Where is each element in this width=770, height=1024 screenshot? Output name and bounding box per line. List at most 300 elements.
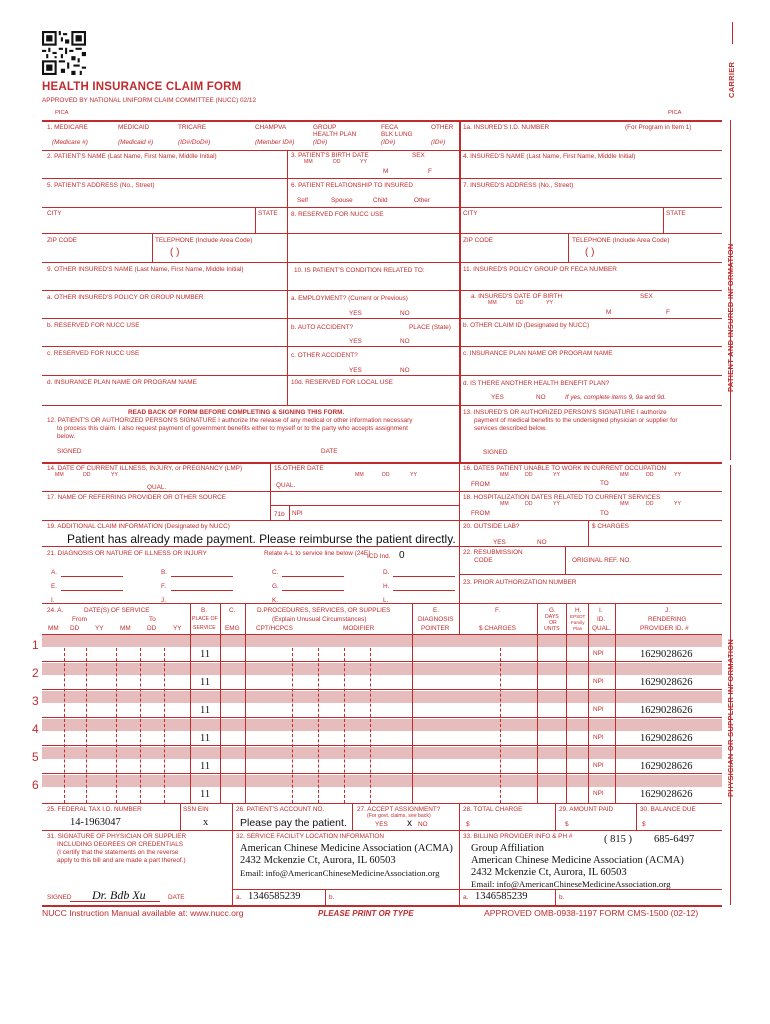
rule — [42, 491, 722, 492]
b24e-3: POINTER — [421, 625, 450, 632]
b31-2: INCLUDING DEGREES OR CREDENTIALS — [57, 841, 184, 848]
b16-yy2: YY — [674, 472, 681, 478]
b24j-2: RENDERING — [648, 616, 687, 623]
dx-f: F. — [161, 583, 166, 590]
b18-yy: YY — [553, 501, 560, 507]
b25-ssn: SSN EIN — [183, 806, 209, 813]
rule-v — [537, 603, 538, 803]
rule-v — [318, 648, 319, 803]
b31-4: apply to this bill and are made a part thereof.) — [57, 857, 186, 864]
b18-dd2: DD — [646, 501, 654, 507]
b1-feca-id: (ID#) — [381, 139, 396, 146]
service-units[interactable]: 11 — [200, 789, 211, 800]
rule-v — [220, 603, 221, 803]
rule — [42, 803, 722, 804]
dx-line — [393, 603, 455, 604]
b24f-label: F. — [495, 607, 500, 614]
b16-dd: DD — [525, 472, 533, 478]
rule-v — [352, 803, 353, 830]
billing-line1[interactable]: Group Affiliation — [471, 843, 545, 854]
dx-e: E. — [51, 583, 58, 590]
b20-no[interactable]: NO — [537, 539, 547, 546]
row-number-2: 2 — [32, 666, 39, 680]
b8-label: 8. RESERVED FOR NUCC USE — [291, 211, 384, 218]
b14-dd: DD — [83, 472, 91, 478]
carrier-label: CARRIER — [727, 61, 736, 98]
b21-label: 21. DIAGNOSIS OR NATURE OF ILLNESS OR INJURY — [47, 550, 207, 557]
dx-line — [393, 576, 455, 577]
b24d-2: (Explain Unusual Circumstances) — [272, 616, 367, 623]
dx-j: J. — [161, 597, 166, 604]
b1-feca[interactable]: FECA — [381, 124, 399, 131]
service-npi[interactable]: 1629028626 — [640, 705, 693, 716]
rule — [42, 661, 722, 662]
b13-label: 13. INSURED'S OR AUTHORIZED PERSON'S SIGNATURE I authorize — [463, 409, 667, 416]
b24g-label: G. — [549, 607, 556, 614]
billing-line2[interactable]: American Chinese Medicine Association (ACMA) — [471, 855, 684, 866]
b12-line3: below. — [57, 433, 76, 440]
service-npi-label: NPI — [593, 678, 604, 685]
b24d-4: MODIFIER — [343, 625, 375, 632]
physician-section-label: PHYSICIAN OR SUPPLIER INFORMATION — [726, 638, 735, 797]
rule — [42, 830, 722, 831]
billing-line3[interactable]: 2432 Mckenzie Ct, Aurora, IL 60503 — [471, 867, 627, 878]
b29-dollar: $ — [565, 821, 569, 828]
b31-3: (I certify that the statements on the reverse — [57, 849, 179, 856]
service-line-shade-5 — [42, 747, 722, 759]
b24i-2: ID. — [597, 616, 606, 623]
b18-to: TO — [600, 510, 609, 517]
dx-l: L. — [383, 597, 389, 604]
b28-label: 28. TOTAL CHARGE — [463, 806, 523, 813]
b24i-3: QUAL. — [592, 625, 612, 632]
b3-yy: YY — [360, 159, 367, 165]
service-npi[interactable]: 1629028626 — [640, 649, 693, 660]
b24g-4: UNITS — [544, 626, 560, 632]
rule-v — [116, 648, 117, 803]
b13-line2: payment of medical benefits to the undersigned physician or supplier for — [474, 417, 678, 424]
b1-group-id: (ID#) — [313, 139, 328, 146]
b3-f[interactable]: F — [428, 168, 432, 175]
b32b-label: b. — [329, 894, 335, 901]
footer-right: APPROVED OMB-0938-1197 FORM CMS-1500 (02-12) — [484, 908, 699, 918]
dx-line — [171, 576, 233, 577]
service-line-shade-2 — [42, 663, 722, 675]
rule — [42, 375, 722, 376]
b17b-label: 71b — [274, 511, 285, 518]
b2-label: 2. PATIENT'S NAME (Last Name, First Name, Middle Initial) — [47, 153, 217, 160]
b31-signed: SIGNED — [47, 894, 72, 901]
b22-label: 22. RESUBMISSION — [463, 549, 523, 556]
rule — [42, 745, 722, 746]
b24h-4: Plan — [573, 626, 583, 631]
b12-label: 12. PATIENT'S OR AUTHORIZED PERSON'S SIGNATURE I authorize the release of any medical or other information necessary — [47, 417, 413, 424]
b12-line2: to process this claim. I also request payment of government benefits either to myself or to the party who accepts assignment — [57, 425, 408, 432]
b18-yy2: YY — [674, 501, 681, 507]
service-units[interactable]: 11 — [200, 677, 211, 688]
rule-v — [344, 648, 345, 803]
b20-label: 20. OUTSIDE LAB? — [463, 523, 520, 530]
facility-npi[interactable]: 1346585239 — [248, 891, 301, 902]
b24j-label: J. — [665, 607, 670, 614]
rule-v — [566, 603, 567, 803]
rule-v — [555, 803, 556, 830]
rule — [42, 689, 722, 690]
b6-self[interactable]: Self — [297, 197, 309, 204]
rule — [42, 233, 722, 234]
b24-mm: MM — [48, 625, 59, 632]
rule — [42, 290, 722, 291]
b27-no[interactable]: NO — [418, 821, 428, 828]
service-npi[interactable]: 1629028626 — [640, 677, 693, 688]
tel-label: TELEPHONE (Include Area Code) — [155, 237, 253, 244]
b24c-emg: EMG — [225, 625, 240, 632]
dx-g: G. — [272, 583, 279, 590]
b1a-note: (For Program in Item 1) — [625, 124, 692, 131]
rule-v — [412, 603, 413, 803]
b3-m[interactable]: M — [383, 168, 389, 175]
rule-v — [459, 120, 461, 462]
b4-label: 4. INSURED'S NAME (Last Name, First Name, Middle Initial) — [463, 153, 636, 160]
rule-v — [555, 889, 556, 905]
dx-line — [393, 590, 455, 591]
b24h-2: EPSDT — [570, 614, 586, 619]
facility-email[interactable]: Email: info@AmericanChineseMedicineAssociation.org — [240, 868, 440, 878]
footer-mid: PLEASE PRINT OR TYPE — [318, 909, 414, 918]
dx-line — [282, 576, 344, 577]
b10c-yes[interactable]: YES — [349, 367, 362, 374]
b32a-label: a. — [236, 894, 242, 901]
b1-champva[interactable]: CHAMPVA — [255, 124, 287, 131]
form-title: HEALTH INSURANCE CLAIM FORM — [42, 81, 242, 93]
b24-dates: DATE(S) OF SERVICE — [84, 607, 150, 614]
b10a-yes[interactable]: YES — [349, 310, 362, 317]
patient-account-no[interactable]: Please pay the patient. — [240, 817, 347, 829]
rule — [42, 603, 722, 604]
b11a-dd: DD — [516, 300, 524, 306]
b16-yy: YY — [553, 472, 560, 478]
b18-dd: DD — [525, 501, 533, 507]
b1-tricare-id: (ID#/DoD#) — [178, 139, 211, 146]
pica-left: PICA — [55, 110, 69, 116]
b10a-no[interactable]: NO — [400, 310, 410, 317]
b9d-label: d. INSURANCE PLAN NAME OR PROGRAM NAME — [47, 379, 197, 386]
physician-signature[interactable]: Dr. Bdb Xu — [92, 888, 146, 902]
b10c-label: c. OTHER ACCIDENT? — [291, 352, 358, 359]
b24b-3: SERVICE — [193, 625, 216, 631]
tel-r-paren: ( ) — [585, 247, 595, 258]
row-number-6: 6 — [32, 778, 39, 792]
b24-dd: DD — [70, 625, 80, 632]
tel-r-label: TELEPHONE (Include Area Code) — [572, 237, 670, 244]
b6-spouse[interactable]: Spouse — [331, 197, 353, 204]
service-line-shade-3 — [42, 691, 722, 703]
b24d-3: CPT/HCPCS — [256, 625, 293, 632]
b1a-label: 1a. INSURED'S I.D. NUMBER — [463, 124, 550, 131]
b27-label: 27. ACCEPT ASSIGNMENT? — [357, 806, 441, 813]
billing-phone-area[interactable]: ( 815 ) — [604, 834, 632, 845]
b24b-label: B. — [201, 607, 208, 614]
b19-label: 19. ADDITIONAL CLAIM INFORMATION (Designated by NUCC) — [47, 523, 230, 530]
rule — [42, 178, 722, 179]
b10-label: 10. IS PATIENT'S CONDITION RELATED TO: — [294, 267, 425, 274]
rule — [42, 150, 722, 151]
dx-h: H. — [383, 583, 390, 590]
b16-from: FROM — [471, 481, 490, 488]
b1-tricare[interactable]: TRICARE — [178, 124, 207, 131]
rule-v — [588, 520, 589, 546]
b15-dd: DD — [382, 472, 390, 478]
read-back: READ BACK OF FORM BEFORE COMPLETING & SIGNING THIS FORM. — [128, 409, 345, 416]
state-r-label: STATE — [666, 210, 686, 217]
b18-mm: MM — [500, 501, 509, 507]
rule — [42, 462, 722, 464]
signature-line — [70, 901, 160, 902]
rule-v — [255, 207, 256, 233]
b20-charges: $ CHARGES — [592, 523, 629, 530]
dx-a: A. — [51, 569, 58, 576]
b9b-label: b. RESERVED FOR NUCC USE — [47, 322, 140, 329]
qr-code — [42, 31, 86, 75]
b15-mm: MM — [355, 472, 364, 478]
rule-v — [190, 603, 191, 803]
rule-v — [180, 803, 181, 830]
b11b-label: b. OTHER CLAIM ID (Designated by NUCC) — [463, 322, 590, 329]
rule — [460, 574, 722, 575]
service-line-shade-6 — [42, 775, 722, 787]
pica-right: PICA — [668, 110, 682, 116]
rule-v — [370, 648, 371, 803]
b3-sex: SEX — [412, 152, 425, 159]
b24-dd2: DD — [147, 625, 157, 632]
facility-address[interactable]: 2432 Mckenzie Ct, Aurora, IL 60503 — [240, 855, 396, 866]
b14-qual: QUAL. — [147, 484, 167, 491]
b3-dd: DD — [333, 159, 341, 165]
row-number-3: 3 — [32, 694, 39, 708]
b3-mm: MM — [304, 159, 313, 165]
rule — [42, 120, 722, 122]
b24j-3: PROVIDER ID. # — [640, 625, 689, 632]
b11a-f[interactable]: F — [666, 309, 670, 316]
b26-label: 26. PATIENT'S ACCOUNT NO. — [236, 806, 325, 813]
b22-code: CODE — [474, 557, 493, 564]
rule — [42, 262, 722, 263]
rule-v — [232, 803, 233, 905]
federal-tax-id[interactable]: 14-1963047 — [70, 817, 121, 828]
dx-line — [61, 576, 123, 577]
b10b-no[interactable]: NO — [400, 338, 410, 345]
rule-v — [140, 648, 141, 803]
service-npi-label: NPI — [593, 762, 604, 769]
b12-signed: SIGNED — [57, 448, 82, 455]
b22-orig: ORIGINAL REF. NO. — [572, 557, 632, 564]
service-units[interactable]: 11 — [200, 761, 211, 772]
dx-line — [171, 603, 233, 604]
b1-medicare-id: (Medicare #) — [52, 139, 88, 146]
b32-label: 32. SERVICE FACILITY LOCATION INFORMATION — [236, 833, 384, 840]
facility-name[interactable]: American Chinese Medicine Association (ACMA) — [240, 843, 453, 854]
city-r-label: CITY — [463, 210, 478, 217]
state-label: STATE — [258, 210, 278, 217]
b17b-npi: NPI — [292, 510, 303, 517]
service-units[interactable]: 11 — [200, 705, 211, 716]
tel-paren: ( ) — [170, 247, 180, 258]
b1-other[interactable]: OTHER — [431, 124, 454, 131]
b11a-yy: YY — [546, 300, 553, 306]
rule — [42, 207, 722, 208]
b24i-label: I. — [599, 607, 603, 614]
b10b-yes[interactable]: YES — [349, 338, 362, 345]
b11a-label: a. INSURED'S DATE OF BIRTH — [471, 293, 563, 300]
b10d-label: 10d. RESERVED FOR LOCAL USE — [291, 379, 393, 386]
row-number-1: 1 — [32, 638, 39, 652]
service-npi-label: NPI — [593, 790, 604, 797]
service-npi-label: NPI — [593, 706, 604, 713]
b11a-mm: MM — [488, 300, 497, 306]
dx-line — [61, 590, 123, 591]
b14-yy: YY — [111, 472, 118, 478]
rule-v — [289, 505, 290, 520]
rule-v — [615, 603, 616, 803]
b11a-sex: SEX — [640, 293, 653, 300]
b27-note: (For govt. claims, see back) — [367, 813, 431, 819]
b31-date: DATE — [168, 894, 185, 901]
dx-k: K. — [272, 597, 279, 604]
side-rule-bottom — [730, 465, 731, 905]
dx-i: I. — [51, 597, 55, 604]
b1-medicaid-id: (Medicaid #) — [118, 139, 154, 146]
b20-yes[interactable]: YES — [493, 539, 506, 546]
service-npi-label: NPI — [593, 734, 604, 741]
b1-other-id: (ID#) — [431, 139, 446, 146]
b10b-place: PLACE (State) — [409, 324, 451, 331]
b30-dollar: $ — [642, 821, 646, 828]
b13-line3: services described below. — [474, 425, 547, 432]
ein-checkbox[interactable]: x — [203, 817, 209, 828]
rule-v — [245, 603, 246, 803]
b12-date: DATE — [321, 448, 338, 455]
service-npi[interactable]: 1629028626 — [640, 761, 693, 772]
billing-phone[interactable]: 685-6497 — [654, 834, 695, 845]
rule-v — [270, 462, 271, 520]
b24h-label: H. — [575, 607, 582, 614]
rule — [42, 546, 722, 547]
service-npi[interactable]: 1629028626 — [640, 789, 693, 800]
service-line-shade-4 — [42, 719, 722, 731]
b16-label: 16. DATES PATIENT UNABLE TO WORK IN CURRENT OCCUPATION — [463, 465, 667, 472]
b11d-yes[interactable]: YES — [491, 394, 504, 401]
rule — [42, 773, 722, 774]
service-npi[interactable]: 1629028626 — [640, 733, 693, 744]
rule-v — [292, 648, 293, 803]
b10b-label: b. AUTO ACCIDENT? — [291, 324, 354, 331]
rule — [42, 717, 722, 718]
b1-medicaid[interactable]: MEDICAID — [118, 124, 150, 131]
b24c-label: C. — [229, 607, 236, 614]
side-rule-top — [730, 120, 731, 460]
b24-label: 24. A. — [47, 607, 64, 614]
approved-line: APPROVED BY NATIONAL UNIFORM CLAIM COMMITTEE (NUCC) 02/12 — [42, 97, 256, 104]
footer-left: NUCC Instruction Manual available at: www.nucc.org — [42, 908, 244, 918]
b10c-no[interactable]: NO — [400, 367, 410, 374]
b11d-note: If yes, complete items 9, 9a and 9d. — [565, 394, 666, 401]
dx-d: D. — [383, 569, 390, 576]
b1-group[interactable]: GROUP — [313, 124, 337, 131]
b15-yy: YY — [410, 472, 417, 478]
b9c-label: c. RESERVED FOR NUCC USE — [47, 350, 140, 357]
b1-feca2: BLK LUNG — [381, 131, 413, 138]
b1-champva-id: (Member ID#) — [255, 139, 295, 146]
rule-v — [152, 233, 153, 262]
b27-yes[interactable]: YES — [375, 821, 388, 828]
b3-label: 3. PATIENT'S BIRTH DATE — [291, 152, 369, 159]
rule-v — [325, 889, 326, 905]
b29-label: 29. AMOUNT PAID — [559, 806, 614, 813]
b24-to: To — [149, 616, 156, 623]
billing-npi[interactable]: 1346585239 — [475, 891, 528, 902]
b9-label: 9. OTHER INSURED'S NAME (Last Name, First Name, Middle Initial) — [47, 266, 244, 273]
b24d-label: D.PROCEDURES, SERVICES, OR SUPPLIES — [257, 607, 391, 614]
icd-ind-value[interactable]: 0 — [399, 550, 405, 561]
b24h-3: Family — [571, 620, 585, 625]
rule — [42, 405, 722, 406]
additional-claim-info[interactable]: Patient has already made payment. Please reimburse the patient directly. — [67, 532, 456, 546]
b24-mm2: MM — [120, 625, 131, 632]
b15-qual: QUAL. — [276, 482, 296, 489]
b24b-2: PLACE OF — [192, 616, 218, 622]
dx-line — [282, 603, 344, 604]
b28-dollar: $ — [466, 821, 470, 828]
b10a-label: a. EMPLOYMENT? (Current or Previous) — [291, 295, 408, 302]
b1-label: 1. MEDICARE — [47, 124, 88, 131]
rule-v — [86, 648, 87, 803]
b18-from: FROM — [471, 510, 490, 517]
b7-label: 7. INSURED'S ADDRESS (No., Street) — [463, 182, 574, 189]
b24e-label: E. — [433, 607, 440, 614]
b11a-m[interactable]: M — [606, 309, 612, 316]
rule — [42, 905, 722, 907]
service-units[interactable]: 11 — [200, 649, 211, 660]
b18-mm2: MM — [620, 501, 629, 507]
rule-v — [459, 462, 460, 634]
rule-v — [568, 233, 569, 262]
b9a-label: a. OTHER INSURED'S POLICY OR GROUP NUMBER — [47, 294, 204, 301]
zip-label: ZIP CODE — [47, 237, 78, 244]
b16-dd2: DD — [646, 472, 654, 478]
service-units[interactable]: 11 — [200, 733, 211, 744]
b5-label: 5. PATIENT'S ADDRESS (No., Street) — [47, 182, 155, 189]
billing-line4[interactable]: Email: info@AmericanChineseMedicineAssociation.org — [471, 879, 671, 889]
rule-v — [500, 648, 501, 803]
b11d-no[interactable]: NO — [536, 394, 546, 401]
b6-other[interactable]: Other — [414, 197, 430, 204]
dx-c: C. — [272, 569, 279, 576]
zip-r-label: ZIP CODE — [463, 237, 494, 244]
b31-label: 31. SIGNATURE OF PHYSICIAN OR SUPPLIER — [47, 833, 187, 840]
row-number-4: 4 — [32, 722, 39, 736]
rule-v — [64, 648, 65, 803]
rule-v — [636, 803, 637, 830]
b16-mm: MM — [500, 472, 509, 478]
rule-v — [287, 150, 288, 405]
b15-label: 15.OTHER DATE — [274, 465, 324, 472]
b6-child[interactable]: Child — [373, 197, 388, 204]
b13-signed: SIGNED — [483, 449, 508, 456]
b24-yy2: YY — [173, 625, 182, 632]
b24g-2: DAYS — [545, 614, 559, 620]
dx-line — [282, 590, 344, 591]
accept-no-mark[interactable]: x — [407, 818, 412, 829]
